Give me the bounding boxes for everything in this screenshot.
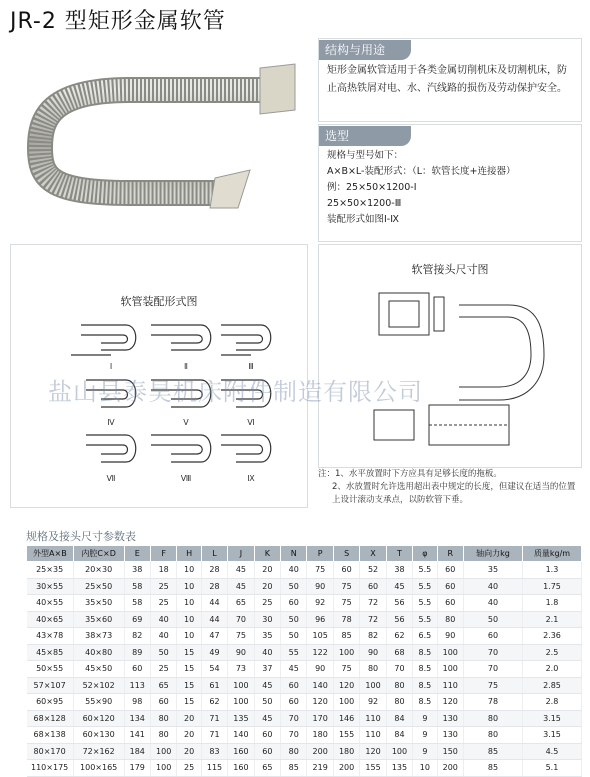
table-cell: 78 xyxy=(463,694,522,711)
table-cell: 100 xyxy=(360,677,386,694)
table-cell: 72 xyxy=(360,595,386,612)
table-cell: 50 xyxy=(254,694,280,711)
table-cell: 28 xyxy=(201,578,227,595)
table-cell: 15 xyxy=(177,644,201,661)
table-cell: 35×60 xyxy=(73,611,124,628)
table-cell: 56 xyxy=(386,595,412,612)
table-cell: 68×138 xyxy=(27,727,74,744)
note-line: 注：1、水平放置时下方应具有足够长度的拖板。 xyxy=(318,469,502,479)
table-cell: 6.5 xyxy=(413,628,437,645)
table-cell: 110 xyxy=(360,710,386,727)
table-cell: 80 xyxy=(150,727,176,744)
table-row xyxy=(27,644,582,661)
table-cell: 10 xyxy=(413,760,437,777)
table-cell: 56 xyxy=(386,611,412,628)
table-cell: 37 xyxy=(254,661,280,678)
table-cell: 90 xyxy=(228,644,254,661)
table-row xyxy=(27,628,582,645)
table-cell: 84 xyxy=(386,710,412,727)
table-cell: 10 xyxy=(177,595,201,612)
structure-body: 矩形金属软管适用于各类金属切削机床及切割机床，防止高热铁屑对电、水、汽线路的损伤及劳动保护安全。 xyxy=(327,65,567,94)
table-cell: 80 xyxy=(463,710,522,727)
selection-header: 选型 xyxy=(319,126,411,146)
table-cell: 25×50 xyxy=(73,578,124,595)
table-cell: 100 xyxy=(437,661,463,678)
table-cell: 70 xyxy=(463,644,522,661)
column-header: L xyxy=(201,546,227,562)
table-cell: 60 xyxy=(437,578,463,595)
table-cell: 35×50 xyxy=(73,595,124,612)
selection-line: 规格与型号如下： xyxy=(327,150,404,161)
table-cell: 130 xyxy=(437,727,463,744)
table-cell: 70 xyxy=(463,661,522,678)
table-cell: 100 xyxy=(150,743,176,760)
assembly-label: Ⅵ xyxy=(247,418,255,427)
table-cell: 140 xyxy=(307,677,333,694)
structure-section xyxy=(318,38,582,122)
joint-drawing xyxy=(319,245,581,467)
table-cell: 3.15 xyxy=(522,710,581,727)
assembly-label: Ⅲ xyxy=(248,362,254,371)
table-cell: 50×55 xyxy=(27,661,74,678)
table-row xyxy=(27,743,582,760)
table-cell: 49 xyxy=(201,644,227,661)
column-header: N xyxy=(281,546,307,562)
table-cell: 80×170 xyxy=(27,743,74,760)
table-cell: 90 xyxy=(360,644,386,661)
table-cell: 2.8 xyxy=(522,694,581,711)
table-cell: 45 xyxy=(281,661,307,678)
joint-dimension-diagram xyxy=(318,244,582,468)
table-cell: 2.36 xyxy=(522,628,581,645)
table-cell: 78 xyxy=(333,611,359,628)
table-cell: 38 xyxy=(124,562,150,579)
table-cell: 60 xyxy=(463,628,522,645)
spec-table xyxy=(26,545,582,777)
table-cell: 40 xyxy=(254,644,280,661)
table-cell: 20 xyxy=(177,743,201,760)
table-cell: 47 xyxy=(201,628,227,645)
table-cell: 90 xyxy=(307,661,333,678)
table-cell: 135 xyxy=(386,760,412,777)
table-row xyxy=(27,595,582,612)
table-cell: 85 xyxy=(281,760,307,777)
assembly-label: Ⅱ xyxy=(184,362,188,371)
table-cell: 80 xyxy=(150,710,176,727)
table-cell: 35 xyxy=(254,628,280,645)
table-cell: 120 xyxy=(307,694,333,711)
table-cell: 25 xyxy=(150,661,176,678)
table-cell: 68×128 xyxy=(27,710,74,727)
selection-line: 例：25×50×1200-Ⅰ xyxy=(327,182,417,193)
table-cell: 72 xyxy=(360,611,386,628)
table-cell: 110 xyxy=(360,727,386,744)
table-cell: 122 xyxy=(307,644,333,661)
table-cell: 70 xyxy=(386,661,412,678)
table-cell: 45 xyxy=(228,562,254,579)
table-row xyxy=(27,578,582,595)
table-cell: 30 xyxy=(254,611,280,628)
table-cell: 141 xyxy=(124,727,150,744)
table-cell: 60 xyxy=(333,562,359,579)
table-cell: 25 xyxy=(177,760,201,777)
table-cell: 100 xyxy=(228,677,254,694)
table-cell: 82 xyxy=(360,628,386,645)
table-cell: 73 xyxy=(228,661,254,678)
product-image xyxy=(10,38,306,238)
column-header: 外型A×B xyxy=(27,546,74,562)
table-cell: 60 xyxy=(150,694,176,711)
assembly-label: Ⅳ xyxy=(107,418,115,427)
table-cell: 40×80 xyxy=(73,644,124,661)
table-cell: 9 xyxy=(413,743,437,760)
table-cell: 58 xyxy=(124,578,150,595)
selection-line: 装配形式如图Ⅰ-Ⅸ xyxy=(327,214,399,225)
table-cell: 80 xyxy=(386,677,412,694)
table-cell: 135 xyxy=(228,710,254,727)
table-cell: 82 xyxy=(124,628,150,645)
table-cell: 61 xyxy=(201,677,227,694)
table-cell: 60×120 xyxy=(73,710,124,727)
column-header: T xyxy=(386,546,412,562)
table-cell: 75 xyxy=(307,562,333,579)
table-cell: 60 xyxy=(124,661,150,678)
table-cell: 85 xyxy=(463,760,522,777)
table-cell: 89 xyxy=(124,644,150,661)
table-cell: 8.5 xyxy=(413,644,437,661)
column-header: K xyxy=(254,546,280,562)
table-cell: 200 xyxy=(333,760,359,777)
table-cell: 2.5 xyxy=(522,644,581,661)
column-header: J xyxy=(228,546,254,562)
table-cell: 100 xyxy=(333,644,359,661)
table-cell: 5.5 xyxy=(413,562,437,579)
table-cell: 100 xyxy=(437,644,463,661)
table-cell: 38 xyxy=(386,562,412,579)
table-cell: 9 xyxy=(413,710,437,727)
table-cell: 70 xyxy=(281,727,307,744)
table-cell: 60 xyxy=(254,743,280,760)
table-cell: 8.5 xyxy=(413,694,437,711)
table-row xyxy=(27,661,582,678)
assembly-label: Ⅷ xyxy=(180,474,192,483)
column-header: P xyxy=(307,546,333,562)
table-cell: 15 xyxy=(177,677,201,694)
table-cell: 155 xyxy=(333,727,359,744)
assembly-title: 软管装配形式图 xyxy=(120,295,198,308)
table-cell: 65 xyxy=(254,760,280,777)
table-cell: 100 xyxy=(228,694,254,711)
table-cell: 10 xyxy=(177,578,201,595)
table-cell: 100 xyxy=(333,694,359,711)
table-cell: 20 xyxy=(177,710,201,727)
table-cell: 15 xyxy=(177,694,201,711)
table-cell: 40 xyxy=(281,562,307,579)
table-cell: 25 xyxy=(150,595,176,612)
table-cell: 179 xyxy=(124,760,150,777)
table-cell: 3.15 xyxy=(522,727,581,744)
column-header: φ xyxy=(413,546,437,562)
table-cell: 57×107 xyxy=(27,677,74,694)
table-cell: 45×50 xyxy=(73,661,124,678)
table-cell: 160 xyxy=(228,743,254,760)
table-cell: 35 xyxy=(463,562,522,579)
table-cell: 2.1 xyxy=(522,611,581,628)
table-cell: 45 xyxy=(386,578,412,595)
table-cell: 62 xyxy=(386,628,412,645)
table-title: 规格及接头尺寸参数表 xyxy=(26,530,136,543)
table-cell: 60 xyxy=(281,595,307,612)
table-cell: 60 xyxy=(437,562,463,579)
table-cell: 45 xyxy=(254,710,280,727)
page-title: JR-2 型矩形金属软管 xyxy=(10,9,226,34)
table-cell: 2.0 xyxy=(522,661,581,678)
column-header: R xyxy=(437,546,463,562)
table-cell: 180 xyxy=(333,743,359,760)
table-row xyxy=(27,727,582,744)
table-cell: 40×55 xyxy=(27,595,74,612)
table-cell: 5.5 xyxy=(413,595,437,612)
table-cell: 96 xyxy=(307,611,333,628)
table-row xyxy=(27,562,582,579)
table-cell: 60 xyxy=(437,595,463,612)
table-cell: 5.5 xyxy=(413,611,437,628)
table-cell: 70 xyxy=(228,611,254,628)
table-cell: 60 xyxy=(360,578,386,595)
table-cell: 180 xyxy=(307,727,333,744)
table-cell: 45 xyxy=(228,578,254,595)
table-cell: 30×55 xyxy=(27,578,74,595)
table-cell: 69 xyxy=(124,611,150,628)
table-cell: 90 xyxy=(437,628,463,645)
table-cell: 65 xyxy=(150,677,176,694)
table-cell: 60 xyxy=(281,677,307,694)
table-cell: 92 xyxy=(307,595,333,612)
selection-line: 25×50×1200-Ⅲ xyxy=(327,198,402,209)
table-cell: 40 xyxy=(150,611,176,628)
table-cell: 50 xyxy=(281,611,307,628)
table-cell: 10 xyxy=(177,628,201,645)
table-cell: 9 xyxy=(413,727,437,744)
table-cell: 50 xyxy=(463,611,522,628)
table-cell: 120 xyxy=(360,743,386,760)
column-header: 轴向力kg xyxy=(463,546,522,562)
table-header-row xyxy=(27,546,582,562)
table-row xyxy=(27,694,582,711)
table-cell: 80 xyxy=(360,661,386,678)
table-cell: 83 xyxy=(201,743,227,760)
table-cell: 25×35 xyxy=(27,562,74,579)
table-cell: 52 xyxy=(360,562,386,579)
table-cell: 113 xyxy=(124,677,150,694)
table-cell: 2.85 xyxy=(522,677,581,694)
table-cell: 38×73 xyxy=(73,628,124,645)
table-cell: 44 xyxy=(201,611,227,628)
joint-title: 软管接头尺寸图 xyxy=(411,263,489,276)
table-cell: 120 xyxy=(333,677,359,694)
table-cell: 52×102 xyxy=(73,677,124,694)
table-cell: 85 xyxy=(463,743,522,760)
table-cell: 219 xyxy=(307,760,333,777)
table-cell: 4.5 xyxy=(522,743,581,760)
table-cell: 80 xyxy=(437,611,463,628)
table-cell: 58 xyxy=(124,595,150,612)
assembly-label: Ⅶ xyxy=(106,474,116,483)
assembly-label: Ⅰ xyxy=(109,362,113,371)
column-header: 内腔C×D xyxy=(73,546,124,562)
table-cell: 170 xyxy=(307,710,333,727)
structure-header: 结构与用途 xyxy=(319,40,411,60)
table-cell: 140 xyxy=(228,727,254,744)
table-cell: 200 xyxy=(307,743,333,760)
table-cell: 28 xyxy=(201,562,227,579)
table-cell: 110 xyxy=(437,677,463,694)
table-cell: 20 xyxy=(254,578,280,595)
table-cell: 65 xyxy=(228,595,254,612)
table-cell: 84 xyxy=(386,727,412,744)
table-cell: 75 xyxy=(333,661,359,678)
table-cell: 80 xyxy=(281,743,307,760)
table-row xyxy=(27,677,582,694)
column-header: F xyxy=(150,546,176,562)
table-cell: 110×175 xyxy=(27,760,74,777)
table-cell: 54 xyxy=(201,661,227,678)
metal-hose-illustration xyxy=(10,38,306,238)
table-cell: 25 xyxy=(150,578,176,595)
column-header: E xyxy=(124,546,150,562)
watermark: 盐山县泰昊机床附件制造有限公司 xyxy=(48,378,423,406)
assembly-label: Ⅸ xyxy=(247,474,255,483)
table-cell: 44 xyxy=(201,595,227,612)
table-cell: 20 xyxy=(254,562,280,579)
table-cell: 100 xyxy=(386,743,412,760)
table-cell: 15 xyxy=(177,661,201,678)
selection-line: A×B×L-装配形式：（L：软管长度+连接器） xyxy=(327,166,516,177)
table-cell: 80 xyxy=(386,694,412,711)
table-cell: 75 xyxy=(463,677,522,694)
table-cell: 75 xyxy=(228,628,254,645)
table-cell: 75 xyxy=(333,578,359,595)
table-cell: 10 xyxy=(177,562,201,579)
table-cell: 85 xyxy=(333,628,359,645)
table-cell: 5.5 xyxy=(413,578,437,595)
table-cell: 120 xyxy=(437,694,463,711)
table-cell: 90 xyxy=(307,578,333,595)
table-cell: 40×65 xyxy=(27,611,74,628)
table-cell: 60×130 xyxy=(73,727,124,744)
table-cell: 160 xyxy=(228,760,254,777)
column-header: S xyxy=(333,546,359,562)
table-cell: 1.8 xyxy=(522,595,581,612)
table-cell: 134 xyxy=(124,710,150,727)
note-line: 2、水放置时允许选用超出表中规定的长度，但建议在适当的位置上设计滚动支承点，以防软管下垂。 xyxy=(332,482,576,505)
table-cell: 20 xyxy=(177,727,201,744)
table-cell: 8.5 xyxy=(413,677,437,694)
table-cell: 71 xyxy=(201,710,227,727)
table-cell: 71 xyxy=(201,727,227,744)
column-header: X xyxy=(360,546,386,562)
table-cell: 80 xyxy=(463,727,522,744)
table-cell: 55×90 xyxy=(73,694,124,711)
table-cell: 20×30 xyxy=(73,562,124,579)
table-cell: 105 xyxy=(307,628,333,645)
table-cell: 150 xyxy=(437,743,463,760)
table-cell: 43×78 xyxy=(27,628,74,645)
table-cell: 55 xyxy=(281,644,307,661)
table-cell: 50 xyxy=(281,628,307,645)
table-cell: 100 xyxy=(150,760,176,777)
table-cell: 45 xyxy=(254,677,280,694)
table-cell: 1.3 xyxy=(522,562,581,579)
table-cell: 130 xyxy=(437,710,463,727)
column-header: H xyxy=(177,546,201,562)
table-cell: 60 xyxy=(281,694,307,711)
table-cell: 5.1 xyxy=(522,760,581,777)
table-cell: 115 xyxy=(201,760,227,777)
table-cell: 75 xyxy=(333,595,359,612)
table-cell: 45×85 xyxy=(27,644,74,661)
table-cell: 8.5 xyxy=(413,661,437,678)
table-cell: 68 xyxy=(386,644,412,661)
table-cell: 184 xyxy=(124,743,150,760)
table-cell: 92 xyxy=(360,694,386,711)
table-cell: 40 xyxy=(463,578,522,595)
joint-notes xyxy=(318,468,580,507)
table-cell: 155 xyxy=(360,760,386,777)
table-cell: 72×162 xyxy=(73,743,124,760)
table-cell: 200 xyxy=(437,760,463,777)
selection-section xyxy=(318,124,582,242)
column-header: 质量kg/m xyxy=(522,546,581,562)
table-cell: 18 xyxy=(150,562,176,579)
table-cell: 10 xyxy=(177,611,201,628)
table-cell: 50 xyxy=(281,578,307,595)
table-row xyxy=(27,710,582,727)
table-cell: 50 xyxy=(150,644,176,661)
table-cell: 60×95 xyxy=(27,694,74,711)
table-cell: 62 xyxy=(201,694,227,711)
table-cell: 60 xyxy=(254,727,280,744)
table-cell: 100×165 xyxy=(73,760,124,777)
table-row xyxy=(27,611,582,628)
table-cell: 1.75 xyxy=(522,578,581,595)
table-cell: 98 xyxy=(124,694,150,711)
table-cell: 146 xyxy=(333,710,359,727)
table-cell: 40 xyxy=(463,595,522,612)
table-cell: 70 xyxy=(281,710,307,727)
table-cell: 40 xyxy=(150,628,176,645)
assembly-label: Ⅴ xyxy=(183,418,189,427)
table-cell: 25 xyxy=(254,595,280,612)
